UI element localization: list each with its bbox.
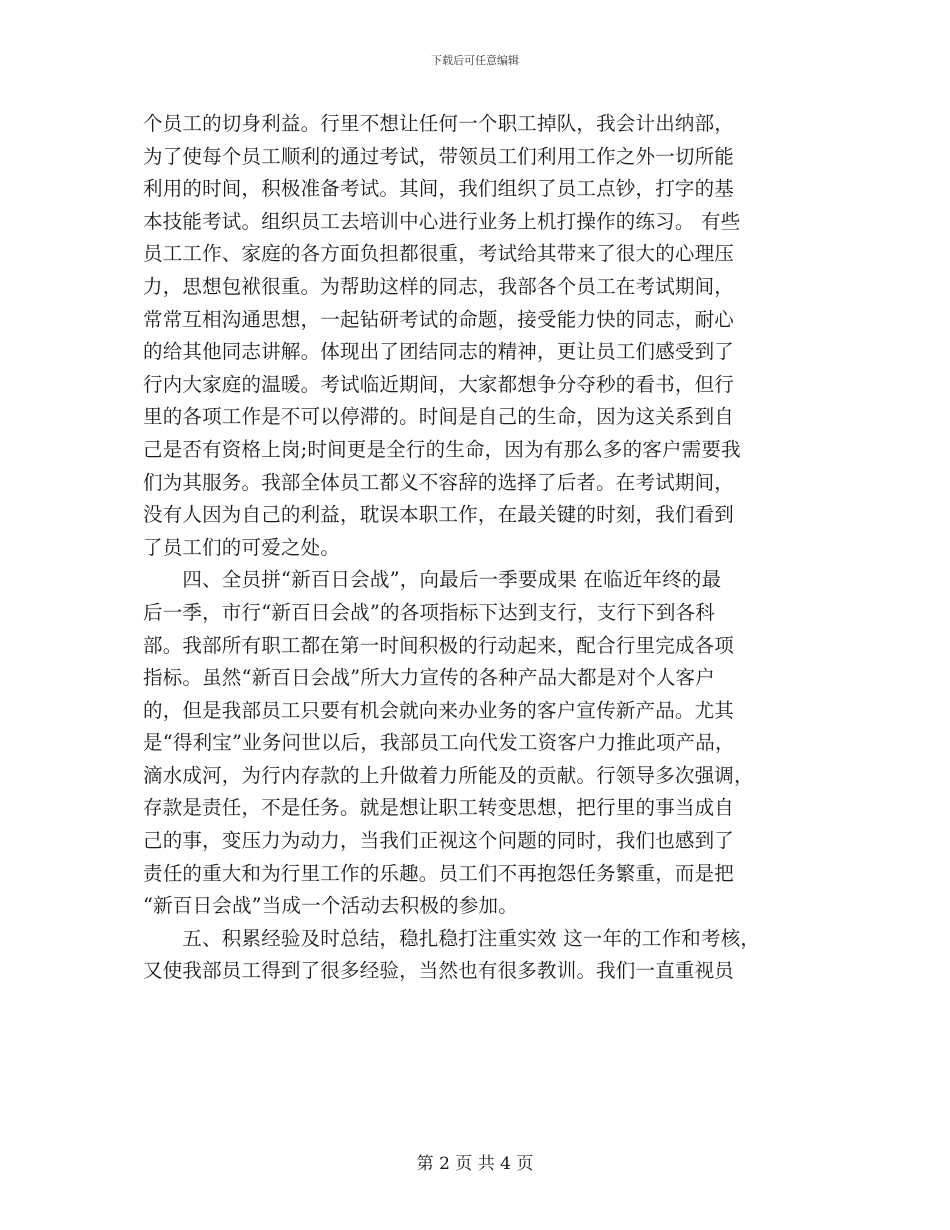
- body-line: 员工工作、家庭的各方面负担都很重，考试给其带来了很大的心理压: [143, 242, 735, 266]
- body-line: “新百日会战”当成一个活动去积极的参加。: [143, 894, 518, 918]
- body-line: 存款是责任，不是任务。就是想让职工转变思想，把行里的事当成自: [143, 796, 735, 820]
- body-line: 行内大家庭的温暖。考试临近期间，大家都想争分夺秒的看书，但行: [143, 372, 735, 396]
- body-line: 个员工的切身利益。行里不想让任何一个职工掉队，我会计出纳部，: [143, 112, 735, 135]
- body-line: 们为其服务。我部全体员工都义不容辞的选择了后者。在考试期间，: [143, 470, 735, 494]
- body-line: 力，思想包袱很重。为帮助这样的同志，我部各个员工在考试期间，: [143, 274, 735, 298]
- section-heading-line: 四、全员拼“新百日会战”，向最后一季要成果 在临近年终的最: [143, 568, 722, 592]
- page-header-note: 下载后可任意编辑: [431, 54, 519, 67]
- body-line: 己的事，变压力为动力，当我们正视这个问题的同时，我们也感到了: [143, 829, 735, 853]
- section-heading-line: 五、积累经验及时总结，稳扎稳打注重实效 这一年的工作和考核，: [143, 926, 761, 950]
- body-line: 是“得利宝”业务问世以后，我部员工向代发工资客户力推此项产品，: [143, 731, 735, 755]
- body-line: 的给其他同志讲解。体现出了团结同志的精神，更让员工们感受到了: [143, 340, 735, 364]
- body-line: 没有人因为自己的利益，耽误本职工作，在最关键的时刻，我们看到: [143, 503, 735, 527]
- body-line: 利用的时间，积极准备考试。其间，我们组织了员工点钞，打字的基: [143, 177, 735, 201]
- body-line: 里的各项工作是不可以停滞的。时间是自己的生命，因为这关系到自: [143, 405, 735, 429]
- body-line: 又使我部员工得到了很多经验，当然也有很多教训。我们一直重视员: [143, 959, 735, 983]
- document-body: [143, 108, 823, 988]
- body-line: 为了使每个员工顺利的通过考试，带领员工们利用工作之外一切所能: [143, 144, 735, 168]
- body-line: 己是否有资格上岗;时间更是全行的生命，因为有那么多的客户需要我: [143, 437, 741, 461]
- body-line: 了员工们的可爱之处。: [143, 535, 341, 559]
- body-line: 本技能考试。组织员工去培训中心进行业务上机打操作的练习。 有些: [143, 209, 741, 233]
- body-line: 滴水成河，为行内存款的上升做着力所能及的贡献。行领导多次强调，: [143, 763, 754, 787]
- body-line: 部。我部所有职工都在第一时间积极的行动起来，配合行里完成各项: [143, 633, 735, 657]
- body-line: 常常互相沟通思想，一起钻研考试的命题，接受能力快的同志，耐心: [143, 307, 735, 331]
- body-line: 指标。虽然“新百日会战”所大力宣传的各种产品大都是对个人客户: [143, 666, 715, 690]
- body-line: 的，但是我部员工只要有机会就向来办业务的客户宣传新产品。尤其: [143, 698, 735, 722]
- page-number-footer: 第 2 页 共 4 页: [416, 1154, 534, 1174]
- body-line: 后一季，市行“新百日会战”的各项指标下达到支行，支行下到各科: [143, 600, 715, 624]
- body-line: 责任的重大和为行里工作的乐趣。员工们不再抱怨任务繁重，而是把: [143, 861, 735, 885]
